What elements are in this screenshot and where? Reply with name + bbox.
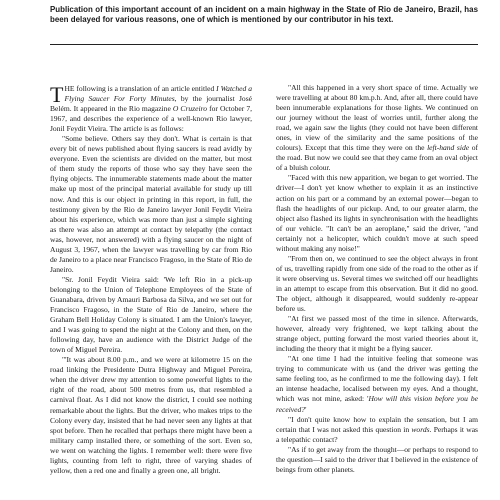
article-paragraph: "Sr. Jonil Feydit Vieira said: 'We left Rio in a pick-up belonging to the Union of Telephone Employees of the State of Guanabara, driven by Amauri Barbosa da Silva, and we set out for Francisco Fragoso, in the State of Rio de Janeiro, where the Graham Bell Holiday Colony is situated. I am the Union's lawyer, and I was going to spend the night at the Colony and then, on the following day, have an audience with the District Judge of the town of Miguel Pereira.	[50, 274, 252, 355]
article-column-left	[50, 84, 252, 500]
intro-text-1: HE following is a translation of an article entitled	[64, 84, 217, 93]
intro-text-3: for October 7, 1967, and describes the experience of a well-known Rio lawyer, Jonil Feydit Vieira. The article is as follows:	[50, 104, 252, 134]
paragraph-text: "All this happened in a very short space of time. Actually we were travelling at about 80 km.p.h. And, after all, there could have been innumerable explanations for those lights. We continued on our journey without the least of worries until, further along the road, we again saw the lights (they could not have been different ones, in view of the similarity and the same positions of the colours). Except that this time they were on the	[276, 83, 478, 153]
emphasis-text: left-hand side	[427, 143, 470, 153]
article-paragraph: "At first we passed most of the time in silence. Afterwards, however, already very frightened, we kept talking about the strange object, putting forward the most varied theories about it, including the theory that it might be a flying saucer.	[276, 314, 478, 354]
article-paragraph: "From then on, we continued to see the object always in front of us, travelling rapidly from one side of the road to the other as if it were observing us. Several times we switched off our headlights in an attempt to escape from this observation. But it did no good. The object, although it disappeared, would suddenly re-appear before us.	[276, 253, 478, 314]
paragraph-text: . Perhaps it was a telepathic contact?	[276, 424, 478, 444]
drop-cap: T	[50, 84, 64, 107]
article-column-right	[276, 83, 478, 499]
article-paragraph: "As if to get away from the thought—or perhaps to respond to the question—I said to the driver that I believed in the existence of beings from other planets.	[276, 444, 478, 474]
editorial-note: Publication of this important account of an incident on a main highway in the State of Rio de Janeiro, Brazil, has been delayed for various reasons, one of which is mentioned by our contributor in his text.	[50, 5, 478, 25]
article-paragraph	[276, 415, 478, 445]
article-paragraph	[276, 354, 478, 414]
magazine-name: O Cruzeiro	[172, 104, 207, 114]
emphasis-text: How will this vision before you be received?	[276, 394, 478, 414]
paragraph-text: of the road. But now we could see that they came from an oval object of a bluish colour.	[276, 143, 478, 173]
article-paragraph: "Faced with this new apparition, we began to get worried. The driver—I don't yet know whether to explain it as an instinctive action on his part or a command by an external power—began to flash the headlights of our pickup. And, to our greater alarm, the object also flashed its lights in synchronisation with the headlights of our vehicle. "It can't be an aeroplane," said the driver, "and certainly not a helicopter, which couldn't move at such speed without making any noise!"	[276, 173, 478, 253]
article-paragraph: "Some believe. Others say they don't. What is certain is that every bit of news published about flying saucers is read avidly by everyone. Even the scientists are divided on the matter, but most of them study the reports of those who say they have seen the flying objects. The innumerable statements made about the matter make up most of the principal material available for study up till now. And this is our object in printing in this report, in full, the testimony given by the Rio de Janeiro lawyer Jonil Feydit Vieira about his experience, which was more than just a simple sighting as there was also an attempt at contact by telepathy (the contact was, however, not answered) with a flying saucer on the night of August 3, 1967, when the lawyer was travelling by car from Rio de Janeiro to a place near Francisco Fragoso, in the State of Rio de Janeiro.	[50, 134, 252, 274]
article-paragraph	[276, 83, 478, 173]
emphasis-text: words	[411, 424, 430, 434]
paragraph-text: '	[305, 404, 307, 414]
article-paragraph: "'It was about 8.00 p.m., and we were at kilometre 15 on the road linking the Presidente Dutra Highway and Miguel Pereira, when the driver drew my attention to some powerful lights to the right of the road, about 500 metres from us, that resembled a carnival float. As I did not know the district, I could see nothing remarkable about the lights. But the driver, who makes trips to the Colony every day, insisted that he had never seen any lights at that spot before. Then he recalled that perhaps there might have been a military camp installed there, or something of the sort. Even so, we went on watching the lights. I remember well: there were five lights, counting from left to right, three of varying shades of yellow, then a red one and finally a green one, all bright.	[50, 355, 252, 475]
header-divider	[50, 44, 478, 45]
article-intro-paragraph	[50, 84, 252, 134]
intro-text-2: , by the journalist José Belém. It appeared in the Rio magazine	[50, 94, 252, 114]
article-title-ref: I Watched a Flying Saucer For Forty Minutes	[64, 84, 252, 104]
paragraph-text: "I don't quite know how to explain the sensation, but I am certain that I was not asked this question in	[276, 414, 478, 434]
paragraph-text: "At one time I had the intuitive feeling that someone was trying to communicate with us (and the driver was getting the same feeling too, as he confirmed to me the following day). I felt an intense headache, localised between my eyes. And a thought, which was not mine, asked: '	[276, 354, 478, 404]
